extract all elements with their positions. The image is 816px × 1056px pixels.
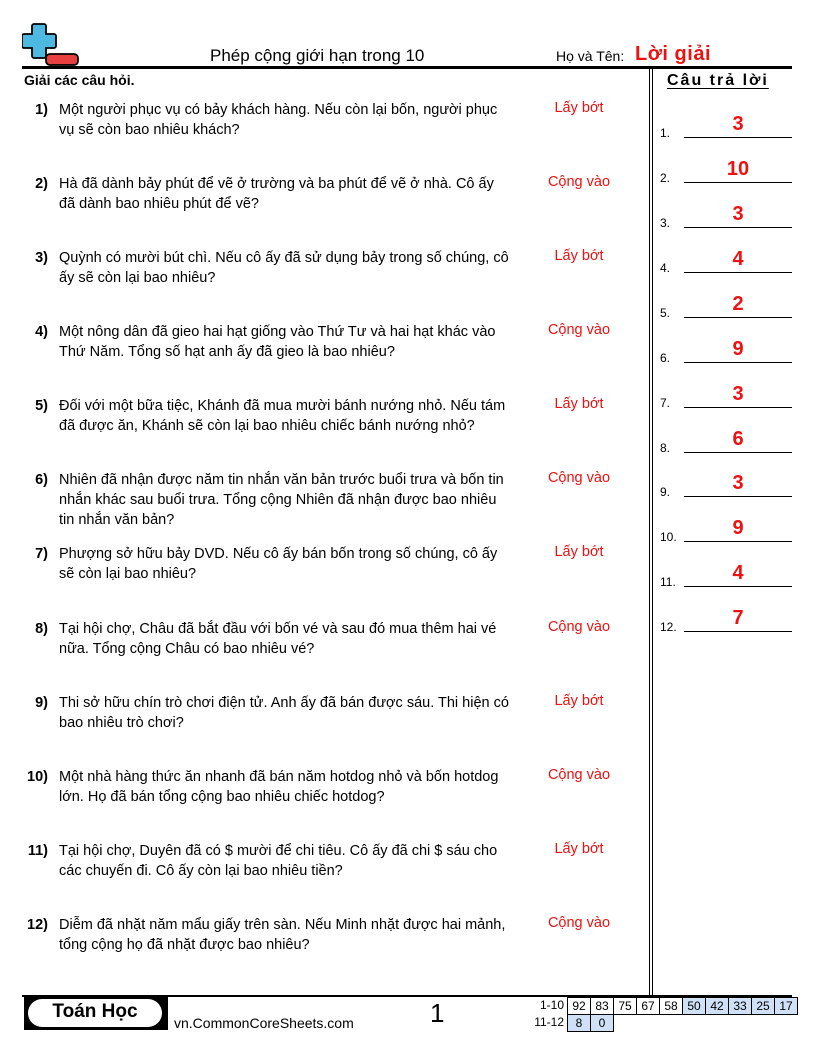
answer-line — [684, 407, 792, 409]
score-cell: 67 — [636, 997, 660, 1015]
answer-line — [684, 452, 792, 454]
question-text: Quỳnh có mười bút chì. Nếu cô ấy đã sử dụng bảy trong số chúng, cô ấy sẽ còn lại bao nhiêu? — [59, 250, 509, 286]
question-number: 7) — [35, 546, 48, 562]
question-text: Một nông dân đã gieo hai hạt giống vào Thứ Tư và hai hạt khác vào Thứ Năm. Tổng số hạt anh ấy đã gieo là bao nhiêu? — [59, 324, 496, 360]
question-text: Phượng sở hữu bảy DVD. Nếu cô ấy bán bốn trong số chúng, cô ấy sẽ còn lại bao nhiêu? — [59, 546, 498, 582]
answer-value: 3 — [732, 203, 744, 225]
answer-2 — [660, 155, 795, 185]
answer-value: 2 — [732, 293, 744, 315]
answer-value: 10 — [726, 158, 750, 180]
answer-line — [684, 227, 792, 229]
brand-text: Toán Học — [52, 1001, 138, 1022]
answer-number: 9. — [660, 485, 671, 499]
score-cell: 50 — [682, 997, 706, 1015]
site-url: vn.CommonCoreSheets.com — [174, 1015, 354, 1031]
answer-10 — [660, 514, 795, 544]
plus-minus-logo-icon — [22, 22, 80, 68]
score-cell: 42 — [705, 997, 729, 1015]
score-cell: 75 — [613, 997, 637, 1015]
question-number: 4) — [35, 324, 48, 340]
instructions: Giải các câu hỏi. — [24, 72, 135, 88]
column-divider — [649, 68, 653, 996]
score-cell: 8 — [567, 1014, 591, 1032]
question-number: 12) — [27, 917, 48, 933]
question-number: 9) — [35, 695, 48, 711]
name-value: Lời giải — [635, 43, 712, 65]
score-cell: 83 — [590, 997, 614, 1015]
answer-value: 7 — [732, 607, 744, 629]
operation-type: Cộng vào — [547, 470, 611, 486]
question-text: Một người phục vụ có bảy khách hàng. Nếu còn lại bốn, người phục vụ sẽ còn bao nhiêu khách? — [59, 102, 498, 138]
answer-12 — [660, 604, 795, 634]
answer-line — [684, 586, 792, 588]
question-number: 8) — [35, 621, 48, 637]
score-cell: 25 — [751, 997, 775, 1015]
answer-value: 9 — [732, 338, 744, 360]
header-divider — [22, 66, 792, 69]
operation-type: Cộng vào — [547, 619, 611, 635]
operation-type: Lấy bớt — [554, 100, 604, 116]
operation-type: Lấy bớt — [554, 248, 604, 264]
question-number: 10) — [27, 769, 48, 785]
answer-line — [684, 182, 792, 184]
question-number: 1) — [35, 102, 48, 118]
score-row-1-10 — [520, 997, 798, 1014]
answer-7 — [660, 380, 795, 410]
answer-value: 9 — [732, 517, 744, 539]
name-label: Họ và Tên: — [556, 48, 625, 64]
answer-1 — [660, 110, 795, 140]
answer-number: 5. — [660, 306, 671, 320]
answer-value: 6 — [732, 428, 744, 450]
answer-11 — [660, 559, 795, 589]
answers-title: Câu trả lời — [667, 72, 769, 89]
answer-number: 12. — [660, 620, 677, 634]
question-number: 5) — [35, 398, 48, 414]
answer-value: 3 — [732, 472, 744, 494]
score-row-label: 1-10 — [539, 998, 564, 1012]
answer-line — [684, 631, 792, 633]
answer-number: 8. — [660, 441, 671, 455]
answer-value: 3 — [732, 383, 744, 405]
answer-9 — [660, 469, 795, 499]
question-text: Một nhà hàng thức ăn nhanh đã bán năm hotdog nhỏ và bốn hotdog lớn. Họ đã bán tổng cộng bao nhiêu chiếc hotdog? — [59, 769, 499, 805]
page-number: 1 — [430, 998, 445, 1028]
answer-number: 1. — [660, 126, 671, 140]
score-cell: 17 — [774, 997, 798, 1015]
answer-line — [684, 362, 792, 364]
answer-number: 6. — [660, 351, 671, 365]
score-row-11-12 — [520, 1014, 798, 1031]
question-text: Nhiên đã nhận được năm tin nhắn văn bản trước buổi trưa và bốn tin nhắn khác sau buổi trưa. Tổng cộng Nhiên đã nhận được bao nhiêu tin nhắn văn bản? — [59, 472, 504, 528]
question-text: Tại hội chợ, Châu đã bắt đầu với bốn vé và sau đó mua thêm hai vé nữa. Tổng cộng Châu có bao nhiêu vé? — [59, 621, 497, 657]
score-cell: 33 — [728, 997, 752, 1015]
answer-line — [684, 137, 792, 139]
answer-number: 3. — [660, 216, 671, 230]
score-row-label: 11-12 — [534, 1015, 564, 1029]
question-text: Tại hội chợ, Duyên đã có $ mười để chi tiêu. Cô ấy đã chi $ sáu cho các chuyến đi. Cô ấy còn lại bao nhiêu tiền? — [59, 843, 498, 879]
answer-line — [684, 317, 792, 319]
question-text: Hà đã dành bảy phút để vẽ ở trường và ba phút để vẽ ở nhà. Cô ấy đã dành bao nhiêu phút để vẽ? — [59, 176, 494, 212]
operation-type: Lấy bớt — [554, 544, 604, 560]
answer-4 — [660, 245, 795, 275]
answer-5 — [660, 290, 795, 320]
answer-value: 3 — [732, 113, 744, 135]
score-table — [520, 997, 798, 1031]
answer-number: 2. — [660, 171, 671, 185]
score-cell: 92 — [567, 997, 591, 1015]
answer-6 — [660, 335, 795, 365]
question-text: Thi sở hữu chín trò chơi điện tử. Anh ấy đã bán được sáu. Thi hiện có bao nhiêu trò chơi? — [59, 695, 509, 731]
question-text: Diễm đã nhặt năm mẩu giấy trên sàn. Nếu Minh nhặt được hai mảnh, tổng cộng họ đã nhặt được bao nhiêu? — [59, 917, 506, 953]
operation-type: Cộng vào — [547, 767, 611, 783]
answer-number: 4. — [660, 261, 671, 275]
question-number: 2) — [35, 176, 48, 192]
answer-line — [684, 272, 792, 274]
operation-type: Lấy bớt — [554, 396, 604, 412]
worksheet-title: Phép cộng giới hạn trong 10 — [210, 46, 425, 65]
answer-line — [684, 541, 792, 543]
answer-value: 4 — [732, 562, 744, 584]
score-cell: 58 — [659, 997, 683, 1015]
operation-type: Lấy bớt — [554, 693, 604, 709]
question-number: 11) — [27, 843, 48, 859]
operation-type: Cộng vào — [547, 322, 611, 338]
answer-value: 4 — [732, 248, 744, 270]
operation-type: Cộng vào — [547, 915, 611, 931]
question-number: 3) — [35, 250, 48, 266]
answer-number: 11. — [660, 575, 676, 589]
answer-3 — [660, 200, 795, 230]
question-number: 6) — [35, 472, 48, 488]
answer-number: 7. — [660, 396, 671, 410]
answer-line — [684, 496, 792, 498]
operation-type: Cộng vào — [547, 174, 611, 190]
answer-number: 10. — [660, 530, 677, 544]
score-cell: 0 — [590, 1014, 614, 1032]
question-text: Đối với một bữa tiệc, Khánh đã mua mười bánh nướng nhỏ. Nếu tám đã được ăn, Khánh sẽ còn lại bao nhiêu chiếc bánh nướng nhỏ? — [59, 398, 506, 434]
answer-8 — [660, 425, 795, 455]
operation-type: Lấy bớt — [554, 841, 604, 857]
